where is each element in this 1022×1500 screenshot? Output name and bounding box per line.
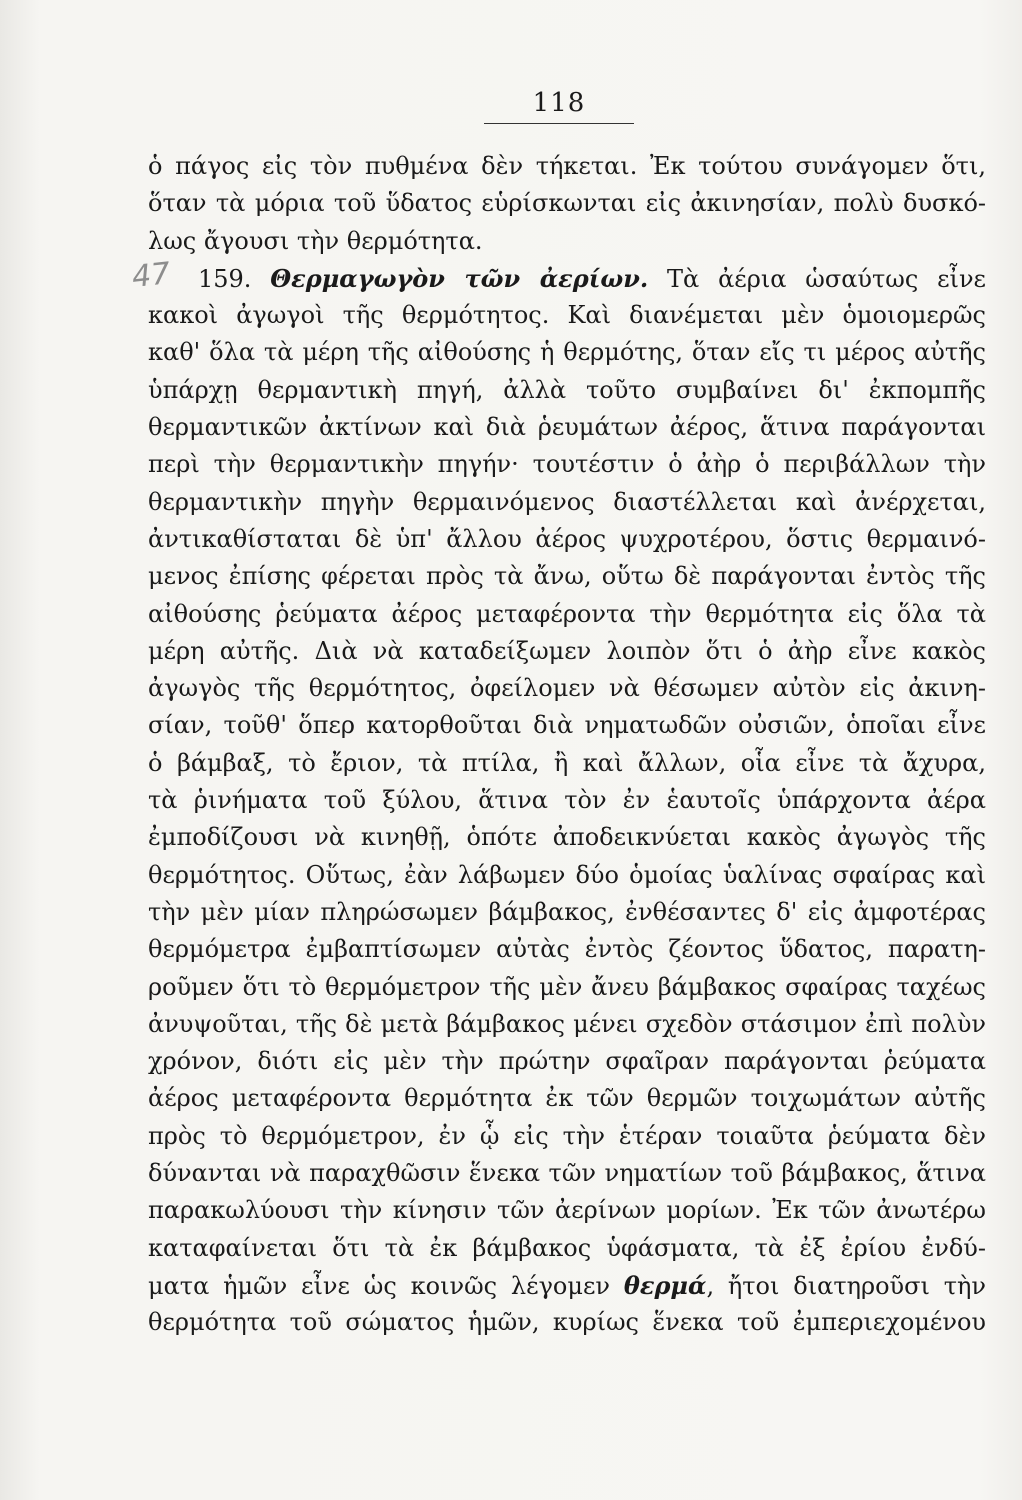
text-line: ἀέρος μεταφέροντα θερμότητα ἐκ τῶν θερμῶν τοιχωμάτων αὐτῆς bbox=[148, 1084, 986, 1113]
text-line: θερμόμετρα ἐμβαπτίσωμεν αὐτὰς ἐντὸς ζέοντος ὕδατος, παρατη- bbox=[148, 935, 986, 964]
section-number: 159. bbox=[198, 264, 252, 293]
section-heading-line bbox=[148, 260, 986, 297]
text-line: ὅταν τὰ μόρια τοῦ ὕδατος εὑρίσκωνται εἰς ἀκινησίαν, πολὺ δυσκό- bbox=[148, 189, 986, 218]
text-line: ἀνυψοῦται, τῆς δὲ μετὰ βάμβακος μένει σχεδὸν στάσιμον ἐπὶ πολὺν bbox=[148, 1009, 986, 1038]
text-fragment: , ἤτοι διατηροῦσι τὴν bbox=[706, 1271, 986, 1300]
text-line: θερμαντικῶν ἀκτίνων καὶ διὰ ῥευμάτων ἀέρος, ἅτινα παράγονται bbox=[148, 413, 986, 442]
text-line: δύνανται νὰ παραχθῶσιν ἕνεκα τῶν νηματίων τοῦ βάμβακος, ἅτινα bbox=[148, 1159, 986, 1188]
text-line: ἐμποδίζουσι νὰ κινηθῇ, ὁπότε ἀποδεικνύεται κακὸς ἀγωγὸς τῆς bbox=[148, 823, 986, 852]
text-line: ὁ πάγος εἰς τὸν πυθμένα δὲν τήκεται. Ἐκ τούτου συνάγομεν ὅτι, bbox=[148, 152, 986, 180]
text-line: θερμότητος. Οὕτως, ἐὰν λάβωμεν δύο ὁμοίας ὑαλίνας σφαίρας καὶ bbox=[148, 860, 986, 889]
text-line: παρακωλύουσι τὴν κίνησιν τῶν ἀερίνων μορίων. Ἐκ τῶν ἀνωτέρω bbox=[148, 1196, 986, 1225]
text-line: πρὸς τὸ θερμόμετρον, ἐν ᾧ εἰς τὴν ἑτέραν τοιαῦτα ῥεύματα δὲν bbox=[148, 1121, 986, 1150]
text-line: σίαν, τοῦθ' ὅπερ κατορθοῦται διὰ νηματωδῶν οὐσιῶν, ὁποῖαι εἶνε bbox=[148, 711, 986, 740]
emphasized-word: θερμά bbox=[623, 1270, 707, 1300]
text-line: ἀντικαθίσταται δὲ ὑπ' ἄλλου ἀέρος ψυχροτέρου, ὅστις θερμαινό- bbox=[148, 524, 986, 553]
header-rule bbox=[484, 123, 634, 124]
text-line: μέρη αὐτῆς. Διὰ νὰ καταδείξωμεν λοιπὸν ὅτι ὁ ἀὴρ εἶνε κακὸς bbox=[148, 636, 986, 665]
section-intro-text: Τὰ ἀέρια ὡσαύτως εἶνε bbox=[667, 264, 986, 293]
text-fragment: ματα ἡμῶν εἶνε ὡς κοινῶς λέγομεν bbox=[148, 1271, 610, 1300]
text-line: ὁ βάμβαξ, τὸ ἔριον, τὰ πτίλα, ἢ καὶ ἄλλων, οἷα εἶνε τὰ ἄχυρα, bbox=[148, 748, 986, 777]
text-line: περὶ τὴν θερμαντικὴν πηγήν· τουτέστιν ὁ ἀὴρ ὁ περιβάλλων τὴν bbox=[148, 450, 986, 479]
text-line: ροῦμεν ὅτι τὸ θερμόμετρον τῆς μὲν ἄνευ βάμβακος σφαίρας ταχέως bbox=[148, 972, 986, 1001]
section-title: Θερμαγωγὸν τῶν ἀερίων. bbox=[270, 263, 649, 293]
text-line: τὴν μὲν μίαν πληρώσωμεν βάμβακος, ἐνθέσαντες δ' εἰς ἀμφοτέρας bbox=[148, 897, 986, 926]
text-line: κακοὶ ἀγωγοὶ τῆς θερμότητος. Καὶ διανέμεται μὲν ὁμοιομερῶς bbox=[148, 301, 986, 330]
text-line: αἰθούσης ῥεύματα ἀέρος μεταφέροντα τὴν θερμότητα εἰς ὅλα τὰ bbox=[148, 599, 986, 628]
body-text bbox=[148, 148, 986, 1342]
text-line: θερμότητα τοῦ σώματος ἡμῶν, κυρίως ἕνεκα τοῦ ἐμπεριεχομένου bbox=[148, 1308, 986, 1337]
text-line: τὰ ῥινήματα τοῦ ξύλου, ἅτινα τὸν ἐν ἑαυτοῖς ὑπάρχοντα ἀέρα bbox=[148, 786, 986, 815]
text-line: ὑπάρχῃ θερμαντικὴ πηγή, ἀλλὰ τοῦτο συμβαίνει δι' ἐκπομπῆς bbox=[148, 375, 986, 404]
handwritten-margin-note: 47 bbox=[130, 256, 172, 295]
text-line: λως ἄγουσι τὴν θερμότητα. bbox=[148, 226, 483, 255]
text-line: καθ' ὅλα τὰ μέρη τῆς αἰθούσης ἡ θερμότης, ὅταν εἴς τι μέρος αὐτῆς bbox=[148, 338, 986, 367]
text-line: ἀγωγὸς τῆς θερμότητος, ὀφείλομεν νὰ θέσωμεν αὐτὸν εἰς ἀκινη- bbox=[148, 674, 986, 703]
text-line-with-emphasis bbox=[148, 1267, 986, 1304]
text-line: θερμαντικὴν πηγὴν θερμαινόμενος διαστέλλεται καὶ ἀνέρχεται, bbox=[148, 487, 986, 516]
page-number: 118 bbox=[532, 88, 586, 118]
text-line: καταφαίνεται ὅτι τὰ ἐκ βάμβακος ὑφάσματα, τὰ ἐξ ἐρίου ἐνδύ- bbox=[148, 1233, 986, 1262]
text-line: χρόνον, διότι εἰς μὲν τὴν πρώτην σφαῖραν παράγονται ῥεύματα bbox=[148, 1047, 986, 1076]
text-line: μενος ἐπίσης φέρεται πρὸς τὰ ἄνω, οὕτω δὲ παράγονται ἐντὸς τῆς bbox=[148, 562, 986, 591]
